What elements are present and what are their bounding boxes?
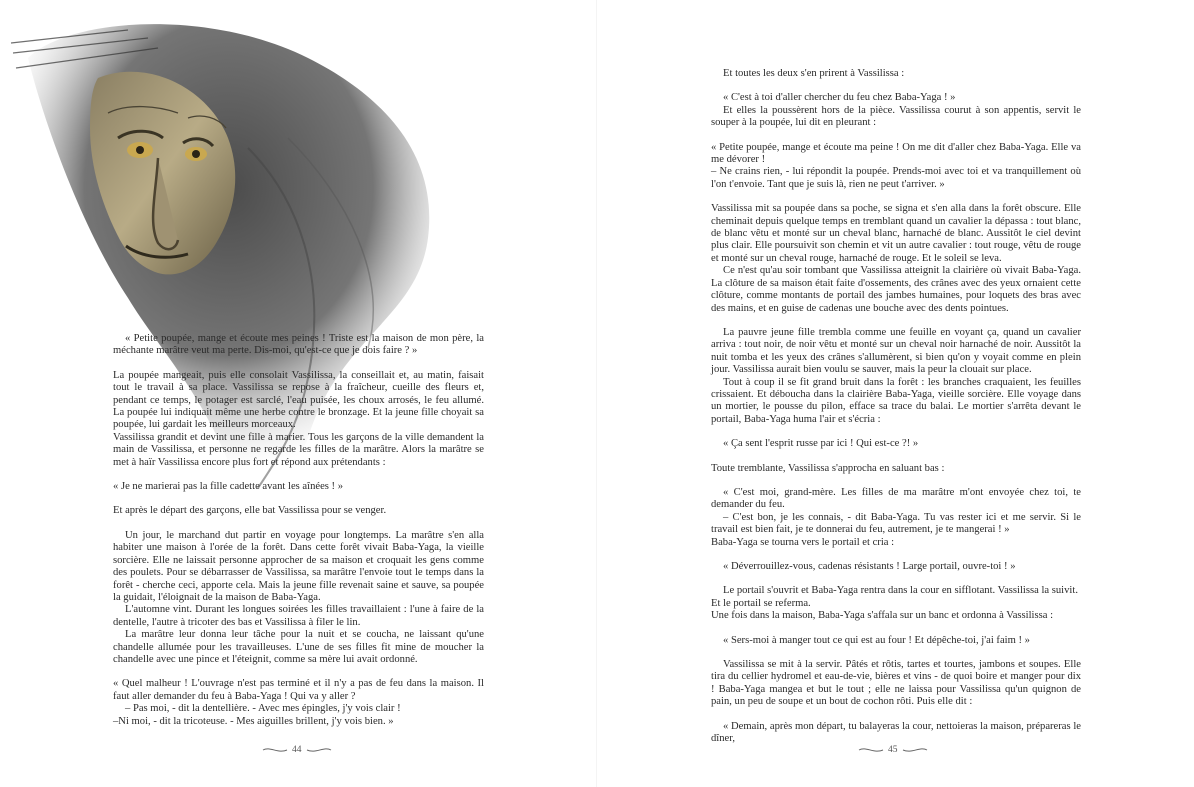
paragraph-spacer [711, 315, 1081, 327]
paragraph: Ce n'est qu'au soir tombant que Vassilissa atteignit la clairière où vivait Baba-Yaga. La clôture de sa maison était faite d'ossements, des crânes avec des yeux ornaient cette clôture, comme montants de portail des jambes humaines, pour loquets des bras avec des mains, et en guise de cadenas une bouche avec des dents pointues. [711, 265, 1081, 314]
paragraph: « Petite poupée, mange et écoute mes peines ! Triste est la maison de mon père, la méchante marâtre veut ma perte. Dis-moi, qu'est-ce que je dois faire ? » [113, 333, 484, 357]
paragraph: –Ni moi, - dit la tricoteuse. - Mes aiguilles brillent, j'y vois bien. » [113, 715, 394, 727]
paragraph: Vassilissa se mit à la servir. Pâtés et rôtis, tartes et tourtes, jambons et soupes. Elle tira du cellier hydromel et eau-de-vie, bières et vins - de quoi boire et manger pour dix ! Baba-Yaga mangea et but le tout ; elle ne laissa pour Vassilissa qu'un quignon de pain, un peu de soupe et un bout de cochon rôti. Puis elle dit : [711, 659, 1081, 708]
right-folio [858, 745, 928, 755]
paragraph-spacer [711, 623, 1081, 635]
paragraph-spacer [711, 647, 1081, 659]
paragraph: Et elles la poussèrent hors de la pièce. Vassilissa courut à son appentis, servit le souper à la poupée, lui dit en pleurant : [711, 104, 1081, 129]
paragraph-spacer [113, 469, 484, 481]
paragraph: Tout à coup il se fit grand bruit dans la forêt : les branches craquaient, les feuilles crissaient. Et déboucha dans la clairière Baba-Yaga, vieille sorcière. Elle voyage dans un mortier, le pousse du pilon, efface sa trace du balai. Le mortier s'arrêta devant le portail, Baba-Yaga huma l'air et s'écria : [711, 376, 1081, 425]
left-page-text [113, 333, 484, 728]
swash-ornament-icon [262, 746, 288, 754]
paragraph: Un jour, le marchand dut partir en voyage pour longtemps. La marâtre s'en alla habiter une maison à l'orée de la forêt. Dans cette forêt vivait Baba-Yaga, la vieille sorcière. Elle ne laissait personne approcher de sa maison et croquait les gens comme des poulets. Pour se débarrasser de Vassilissa, sa marâtre l'envoie tout le temps dans la forêt - cherche ceci, apporte cela. Mais la jeune fille revenait saine et sauve, sa poupée la guidait, l'éloignait de la maison de Baba-Yaga. [113, 529, 484, 603]
paragraph-spacer [711, 451, 1081, 463]
paragraph: La poupée mangeait, puis elle consolait Vassilissa, la conseillait et, au matin, faisait tout le travail à sa place. Vassilissa se repose à la fraîcheur, cueille des fleurs et, pendant ce temps, le potager est sarclé, l'eau puisée, les choux arrosés, le feu allumé. La poupée lui indiquait même une herbe contre le bronzage. Et la jeune fille choyait sa poupée, lui gardait les meilleurs morceaux. [113, 369, 484, 431]
paragraph: « C'est à toi d'aller chercher du feu chez Baba-Yaga ! » [723, 92, 956, 104]
paragraph: Et toutes les deux s'en prirent à Vassilissa : [723, 68, 905, 79]
page-number: 45 [888, 745, 898, 755]
paragraph: – Ne crains rien, - lui répondit la poupée. Prends-moi avec toi et va tranquillement où l'on t'envoie. Tant que je suis là, rien ne peut t'arriver. » [711, 166, 1081, 190]
paragraph: Le portail s'ouvrit et Baba-Yaga rentra dans la cour en sifflotant. Vassilissa la suivit. [723, 585, 1078, 597]
paragraph-spacer [711, 130, 1081, 142]
paragraph-spacer [711, 80, 1081, 92]
paragraph: Une fois dans la maison, Baba-Yaga s'affala sur un banc et ordonna à Vassilissa : [711, 610, 1054, 622]
paragraph: Vassilissa mit sa poupée dans sa poche, se signa et s'en alla dans la forêt obscure. Elle cheminait depuis quelque temps en tremblant quand un cavalier la dépassa : tout blanc, de blanc vêtu et monté sur un cheval blanc, harnaché de blanc. Aussitôt le ciel devint plus clair. Elle poursuivit son chemin et vit un autre cavalier : tout rouge, vêtu de rouge et monté sur un cheval rouge, harnaché de rouge. Et le soleil se leva. [711, 203, 1081, 264]
paragraph: La pauvre jeune fille trembla comme une feuille en voyant ça, quand un cavalier arriva : tout noir, de noir vêtu et monté sur un cheval noir harnaché de noir. Aussitôt la nuit tomba et les yeux des crânes s'allumèrent, si bien qu'on y voyait comme en plein jour. Vassilissa aurait bien voulu se sauver, mais la peur la clouait sur place. [711, 326, 1081, 376]
paragraph-spacer [711, 191, 1081, 203]
paragraph: Vassilissa grandit et devint une fille à marier. Tous les garçons de la ville demandent la main de Vassilissa, et personne ne regarde les filles de la marâtre. Alors la marâtre se met à haïr Vassilissa encore plus fort et répond aux prétendants : [113, 431, 484, 468]
paragraph: « Ça sent l'esprit russe par ici ! Qui est-ce ?! » [723, 438, 919, 450]
right-page-text [711, 68, 1081, 745]
paragraph: La marâtre leur donna leur tâche pour la nuit et se coucha, ne laissant qu'une chandelle allumée pour les travailleuses. L'une de ses filles fit mine de moucher la chandelle avec une pince et l'éteignit, comme sa mère lui avait ordonné. [113, 629, 484, 665]
paragraph-spacer [113, 666, 484, 678]
left-folio [262, 745, 332, 755]
paragraph: – Pas moi, - dit la dentellière. - Avec mes épingles, j'y vois clair ! [125, 703, 401, 715]
paragraph: « Déverrouillez-vous, cadenas résistants ! Large portail, ouvre-toi ! » [723, 561, 1016, 572]
paragraph-spacer [711, 549, 1081, 561]
swash-ornament-icon [858, 746, 884, 754]
paragraph: « Quel malheur ! L'ouvrage n'est pas terminé et il n'y a pas de feu dans la maison. Il faut aller demander du feu à Baba-Yaga ! Qui va y aller ? [113, 678, 484, 702]
paragraph-spacer [711, 426, 1081, 438]
paragraph: « Petite poupée, mange et écoute ma peine ! On me dit d'aller chez Baba-Yaga. Elle va me dévorer ! [711, 141, 1081, 166]
swash-ornament-icon [902, 746, 928, 754]
paragraph-spacer [711, 709, 1081, 721]
paragraph-spacer [113, 518, 484, 530]
page-number: 44 [292, 745, 302, 755]
paragraph: Et le portail se referma. [711, 597, 811, 609]
swash-ornament-icon [306, 746, 332, 754]
paragraph: « Je ne marierai pas la fille cadette avant les aînées ! » [113, 481, 344, 493]
paragraph-spacer [113, 358, 484, 370]
paragraph-spacer [113, 493, 484, 505]
paragraph-spacer [711, 475, 1081, 487]
paragraph: « C'est moi, grand-mère. Les filles de ma marâtre m'ont envoyée chez toi, te demander du feu. [711, 486, 1081, 511]
paragraph-spacer [711, 573, 1081, 585]
paragraph: Et après le départ des garçons, elle bat Vassilissa pour se venger. [113, 505, 387, 517]
paragraph: « Sers-moi à manger tout ce qui est au four ! Et dépêche-toi, j'ai faim ! » [723, 634, 1030, 646]
paragraph: – C'est bon, je les connais, - dit Baba-Yaga. Tu vas rester ici et me servir. Si le travail est bien fait, je te donnerai du feu, autrement, je te mangerai ! » [711, 511, 1081, 536]
paragraph: « Demain, après mon départ, tu balayeras la cour, nettoieras la maison, prépareras le dîner, [711, 720, 1081, 745]
paragraph: L'automne vint. Durant les longues soirées les filles travaillaient : l'une à faire de la dentelle, l'autre à tricoter des bas et Vassilissa à filer le lin. [113, 604, 484, 628]
paragraph: Baba-Yaga se tourna vers le portail et cria : [711, 536, 895, 548]
paragraph: Toute tremblante, Vassilissa s'approcha en saluant bas : [711, 462, 945, 474]
